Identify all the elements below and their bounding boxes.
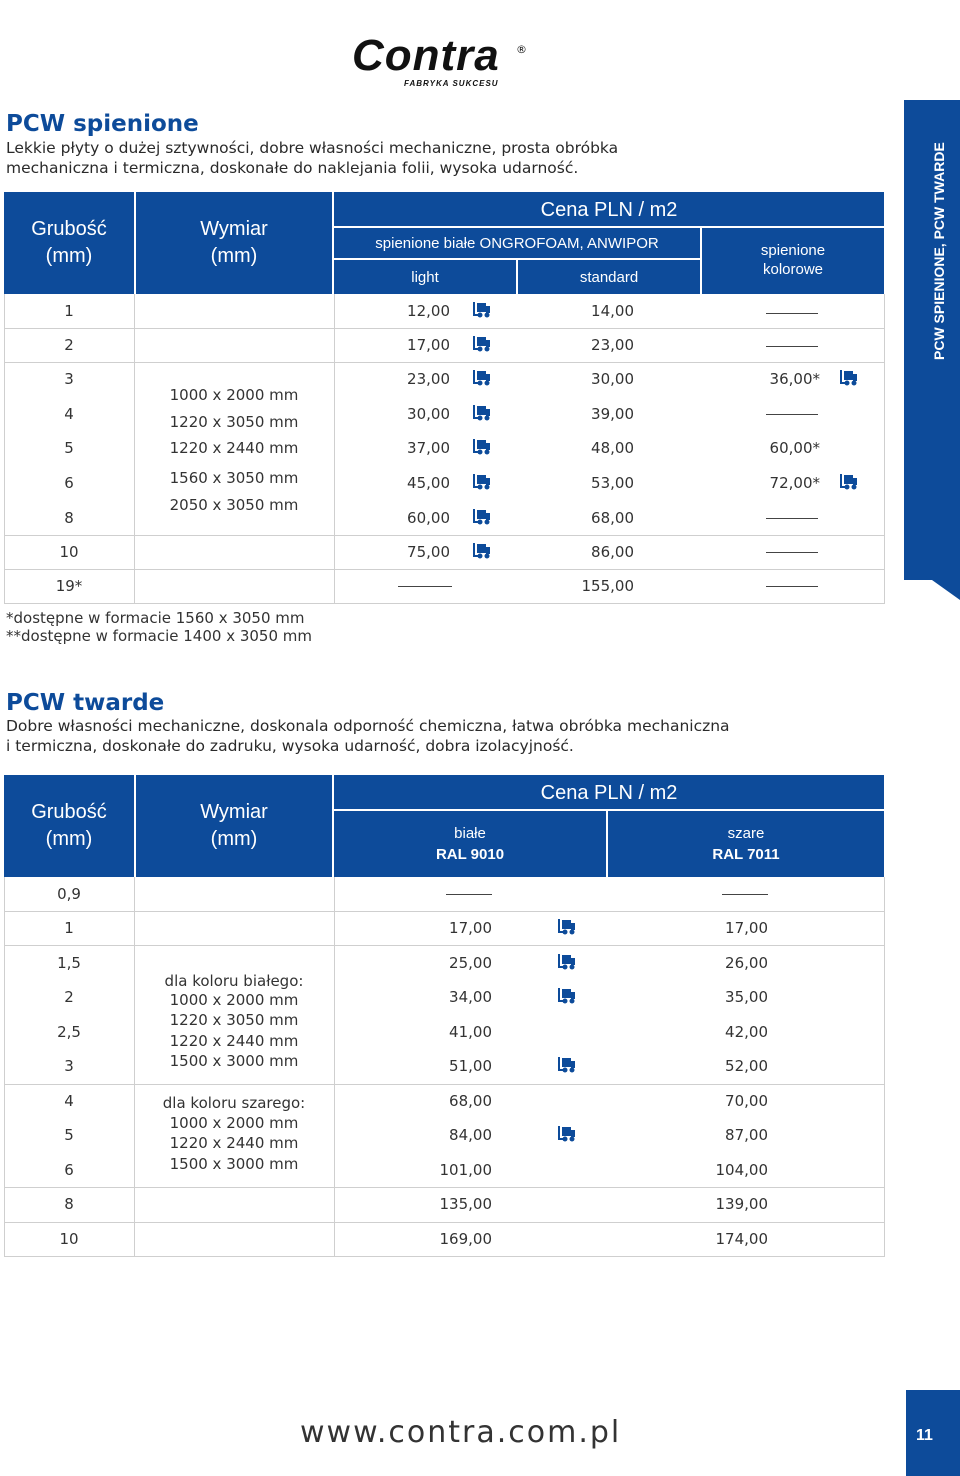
s2-white-size: 1220 x 2440 mm: [169, 1032, 299, 1050]
forklift-icon: [558, 988, 576, 1004]
s2-header-szare: [608, 811, 884, 877]
s1-kolor-dash: [766, 414, 818, 415]
s2-row-g: 2: [64, 988, 74, 1006]
footer-url[interactable]: www.contra.com.pl: [300, 1415, 622, 1450]
s1-standard: 68,00: [591, 509, 634, 527]
s2-header-biale-label: białe: [454, 825, 486, 842]
s1-size: 1560 x 3050 mm: [169, 469, 299, 487]
forklift-icon: [473, 370, 491, 386]
s2-header-cena-label: Cena PLN / m2: [540, 782, 678, 804]
s1-grid-col1: [134, 294, 135, 604]
s1-header-wymiar: [136, 192, 332, 294]
s2-biale: 135,00: [439, 1195, 492, 1213]
s1-row-g: 4: [64, 405, 74, 423]
logo-wordmark: Contra: [352, 31, 500, 80]
s2-biale: 101,00: [439, 1161, 492, 1179]
s2-grid-row6: [4, 1084, 885, 1085]
s2-row-g: 2,5: [57, 1023, 81, 1041]
s2-header-biale-ral: RAL 9010: [435, 846, 505, 863]
s1-grid-row8: [4, 569, 885, 570]
s2-biale: 169,00: [439, 1230, 492, 1248]
s1-light: 75,00: [407, 543, 450, 561]
s1-standard: 30,00: [591, 370, 634, 388]
s1-row-g: 1: [64, 302, 74, 320]
s1-grid-right: [884, 294, 885, 604]
s1-light: 23,00: [407, 370, 450, 388]
s2-szare: 35,00: [725, 988, 768, 1006]
s1-kolor-dash: [766, 586, 818, 587]
s1-grid-col2: [334, 294, 335, 604]
s2-biale: 25,00: [449, 954, 492, 972]
s1-header-cena: [334, 192, 884, 226]
s2-row-g: 10: [59, 1230, 79, 1248]
s2-szare: 139,00: [715, 1195, 768, 1213]
s1-size: 2050 x 3050 mm: [169, 496, 299, 514]
s1-standard: 14,00: [591, 302, 634, 320]
s1-light: 12,00: [407, 302, 450, 320]
s2-biale: 51,00: [449, 1057, 492, 1075]
s1-header-standard-label: standard: [579, 269, 639, 286]
forklift-icon: [473, 439, 491, 455]
s2-biale: 17,00: [449, 919, 492, 937]
page-number: 11: [916, 1427, 933, 1444]
s1-standard: 23,00: [591, 336, 634, 354]
s1-kolor: 36,00*: [769, 370, 820, 388]
s2-grey-size: 1000 x 2000 mm: [169, 1114, 299, 1132]
s1-header-grubosc-label: Grubość: [31, 218, 107, 240]
s1-light: 17,00: [407, 336, 450, 354]
s2-biale: 34,00: [449, 988, 492, 1006]
s1-kolor: 60,00*: [769, 439, 820, 457]
section2-desc-line1: Dobre własności mechaniczne, doskonala odporność chemiczna, łatwa obróbka mechaniczna: [6, 717, 730, 735]
forklift-icon: [473, 474, 491, 490]
s1-row-g: 2: [64, 336, 74, 354]
s2-biale: 41,00: [449, 1023, 492, 1041]
s1-header-spienione-biale: [334, 228, 700, 258]
s2-grey-size: 1220 x 2440 mm: [169, 1134, 299, 1152]
section2-title: PCW twarde: [6, 690, 165, 716]
section2-desc-line2: i termiczna, doskonałe do zadruku, wysoka udarność, dobra izolacyjność.: [6, 737, 574, 755]
forklift-icon: [840, 474, 858, 490]
s1-header-grubosc-unit: (mm): [45, 245, 93, 267]
s1-row-g: 3: [64, 370, 74, 388]
s2-row-g: 1: [64, 919, 74, 937]
s2-header-wymiar-unit: (mm): [210, 828, 258, 850]
s2-row-g: 0,9: [57, 885, 81, 903]
s2-header-grubosc-label: Grubość: [31, 801, 107, 823]
s1-standard: 39,00: [591, 405, 634, 423]
s1-kolor-dash: [766, 552, 818, 553]
s2-header-wymiar: [136, 775, 332, 877]
s2-grid-row9: [4, 1187, 885, 1188]
side-label-text: PCW SPIENIONE, PCW TWARDE: [931, 142, 947, 360]
contra-logo: [352, 31, 532, 88]
forklift-icon: [558, 954, 576, 970]
s1-row-g: 8: [64, 509, 74, 527]
s1-header-kolorowe: [702, 228, 884, 294]
forklift-icon: [473, 302, 491, 318]
s2-row-g: 4: [64, 1092, 74, 1110]
s1-header-spienione-biale-label: spienione białe ONGROFOAM, ANWIPOR: [375, 235, 659, 252]
s2-szare: 87,00: [725, 1126, 768, 1144]
s1-kolor-dash: [766, 313, 818, 314]
s2-row-g: 8: [64, 1195, 74, 1213]
s1-row-g: 10: [59, 543, 79, 561]
forklift-icon: [473, 336, 491, 352]
section1-desc-line2: mechaniczna i termiczna, doskonałe do naklejania folii, wysoka udarność.: [6, 159, 579, 177]
side-band-tab: [904, 560, 960, 600]
s2-grid-row1: [4, 911, 885, 912]
s1-row-g: 19*: [55, 577, 83, 595]
s2-row-g: 3: [64, 1057, 74, 1075]
forklift-icon: [473, 543, 491, 559]
s1-standard: 53,00: [591, 474, 634, 492]
s2-szare: 70,00: [725, 1092, 768, 1110]
s2-szare: 26,00: [725, 954, 768, 972]
s1-grid-row7: [4, 535, 885, 536]
s2-szare: 17,00: [725, 919, 768, 937]
s1-kolor-dash: [766, 346, 818, 347]
s1-light-dash: [398, 586, 452, 587]
section1-desc-line1: Lekkie płyty o dużej sztywności, dobre własności mechaniczne, prosta obróbka: [6, 139, 619, 157]
s2-header-cena: [334, 775, 884, 809]
s2-szare-dash: [722, 894, 768, 895]
s1-kolor: 72,00*: [769, 474, 820, 492]
s1-header-light-label: light: [411, 269, 439, 286]
forklift-icon: [840, 370, 858, 386]
s2-white-size: 1500 x 3000 mm: [169, 1052, 299, 1070]
s1-row-g: 5: [64, 439, 74, 457]
page-number-box: [906, 1390, 960, 1476]
s2-header-grubosc: [4, 775, 134, 877]
s2-row-g: 5: [64, 1126, 74, 1144]
s2-grid-bottom: [4, 1256, 885, 1257]
s2-header-wymiar-label: Wymiar: [200, 801, 268, 823]
s2-header-biale: [334, 811, 606, 877]
s2-biale-dash: [446, 894, 492, 895]
forklift-icon: [473, 509, 491, 525]
forklift-icon: [558, 1126, 576, 1142]
s1-header-cena-label: Cena PLN / m2: [540, 199, 678, 221]
s1-header-grubosc: [4, 192, 134, 294]
s2-header-szare-ral: RAL 7011: [712, 846, 780, 863]
section1-title: PCW spienione: [6, 111, 199, 137]
s1-size: 1220 x 3050 mm: [169, 413, 299, 431]
forklift-icon: [558, 919, 576, 935]
s1-kolor-dash: [766, 518, 818, 519]
forklift-icon: [473, 405, 491, 421]
s2-biale: 68,00: [449, 1092, 492, 1110]
s2-grey-label: dla koloru szarego:: [162, 1094, 306, 1112]
s1-size: 1000 x 2000 mm: [169, 386, 299, 404]
s1-row-g: 6: [64, 474, 74, 492]
s2-header-grubosc-unit: (mm): [45, 828, 93, 850]
s1-header-standard: [518, 260, 700, 294]
s2-grey-size: 1500 x 3000 mm: [169, 1155, 299, 1173]
s2-szare: 174,00: [715, 1230, 768, 1248]
s2-white-size: 1220 x 3050 mm: [169, 1011, 299, 1029]
s2-white-label: dla koloru białego:: [164, 972, 304, 990]
s2-szare: 42,00: [725, 1023, 768, 1041]
s2-grid-row2: [4, 945, 885, 946]
s2-row-g: 1,5: [57, 954, 81, 972]
s2-white-size: 1000 x 2000 mm: [169, 991, 299, 1009]
side-label: [910, 110, 954, 360]
s2-row-g: 6: [64, 1161, 74, 1179]
s2-grid-right: [884, 877, 885, 1257]
s1-note1: *dostępne w formacie 1560 x 3050 mm: [6, 609, 305, 627]
s1-note2: **dostępne w formacie 1400 x 3050 mm: [6, 627, 313, 645]
s1-standard: 48,00: [591, 439, 634, 457]
s1-light: 37,00: [407, 439, 450, 457]
s1-grid-row1: [4, 328, 885, 329]
s2-szare: 52,00: [725, 1057, 768, 1075]
registered-mark: ®: [516, 43, 527, 56]
s1-header-kolorowe-label2: kolorowe: [762, 261, 824, 278]
s1-size: 1220 x 2440 mm: [169, 439, 299, 457]
s1-standard: 155,00: [581, 577, 634, 595]
s2-header-szare-label: szare: [727, 825, 765, 842]
s1-grid-row2: [4, 362, 885, 363]
forklift-icon: [558, 1057, 576, 1073]
s1-header-wymiar-label: Wymiar: [200, 218, 268, 240]
logo-tagline: FABRYKA SUKCESU: [404, 79, 499, 88]
s1-header-wymiar-unit: (mm): [210, 245, 258, 267]
s2-grid-row10: [4, 1222, 885, 1223]
s1-light: 45,00: [407, 474, 450, 492]
s2-szare: 104,00: [715, 1161, 768, 1179]
s1-light: 30,00: [407, 405, 450, 423]
s2-grid-col2: [334, 877, 335, 1257]
s1-header-light: [334, 260, 516, 294]
s1-grid-bottom: [4, 603, 885, 604]
s2-biale: 84,00: [449, 1126, 492, 1144]
s1-header-kolorowe-label1: spienione: [760, 242, 826, 259]
s1-standard: 86,00: [591, 543, 634, 561]
s1-light: 60,00: [407, 509, 450, 527]
s2-grid-col1: [134, 877, 135, 1257]
